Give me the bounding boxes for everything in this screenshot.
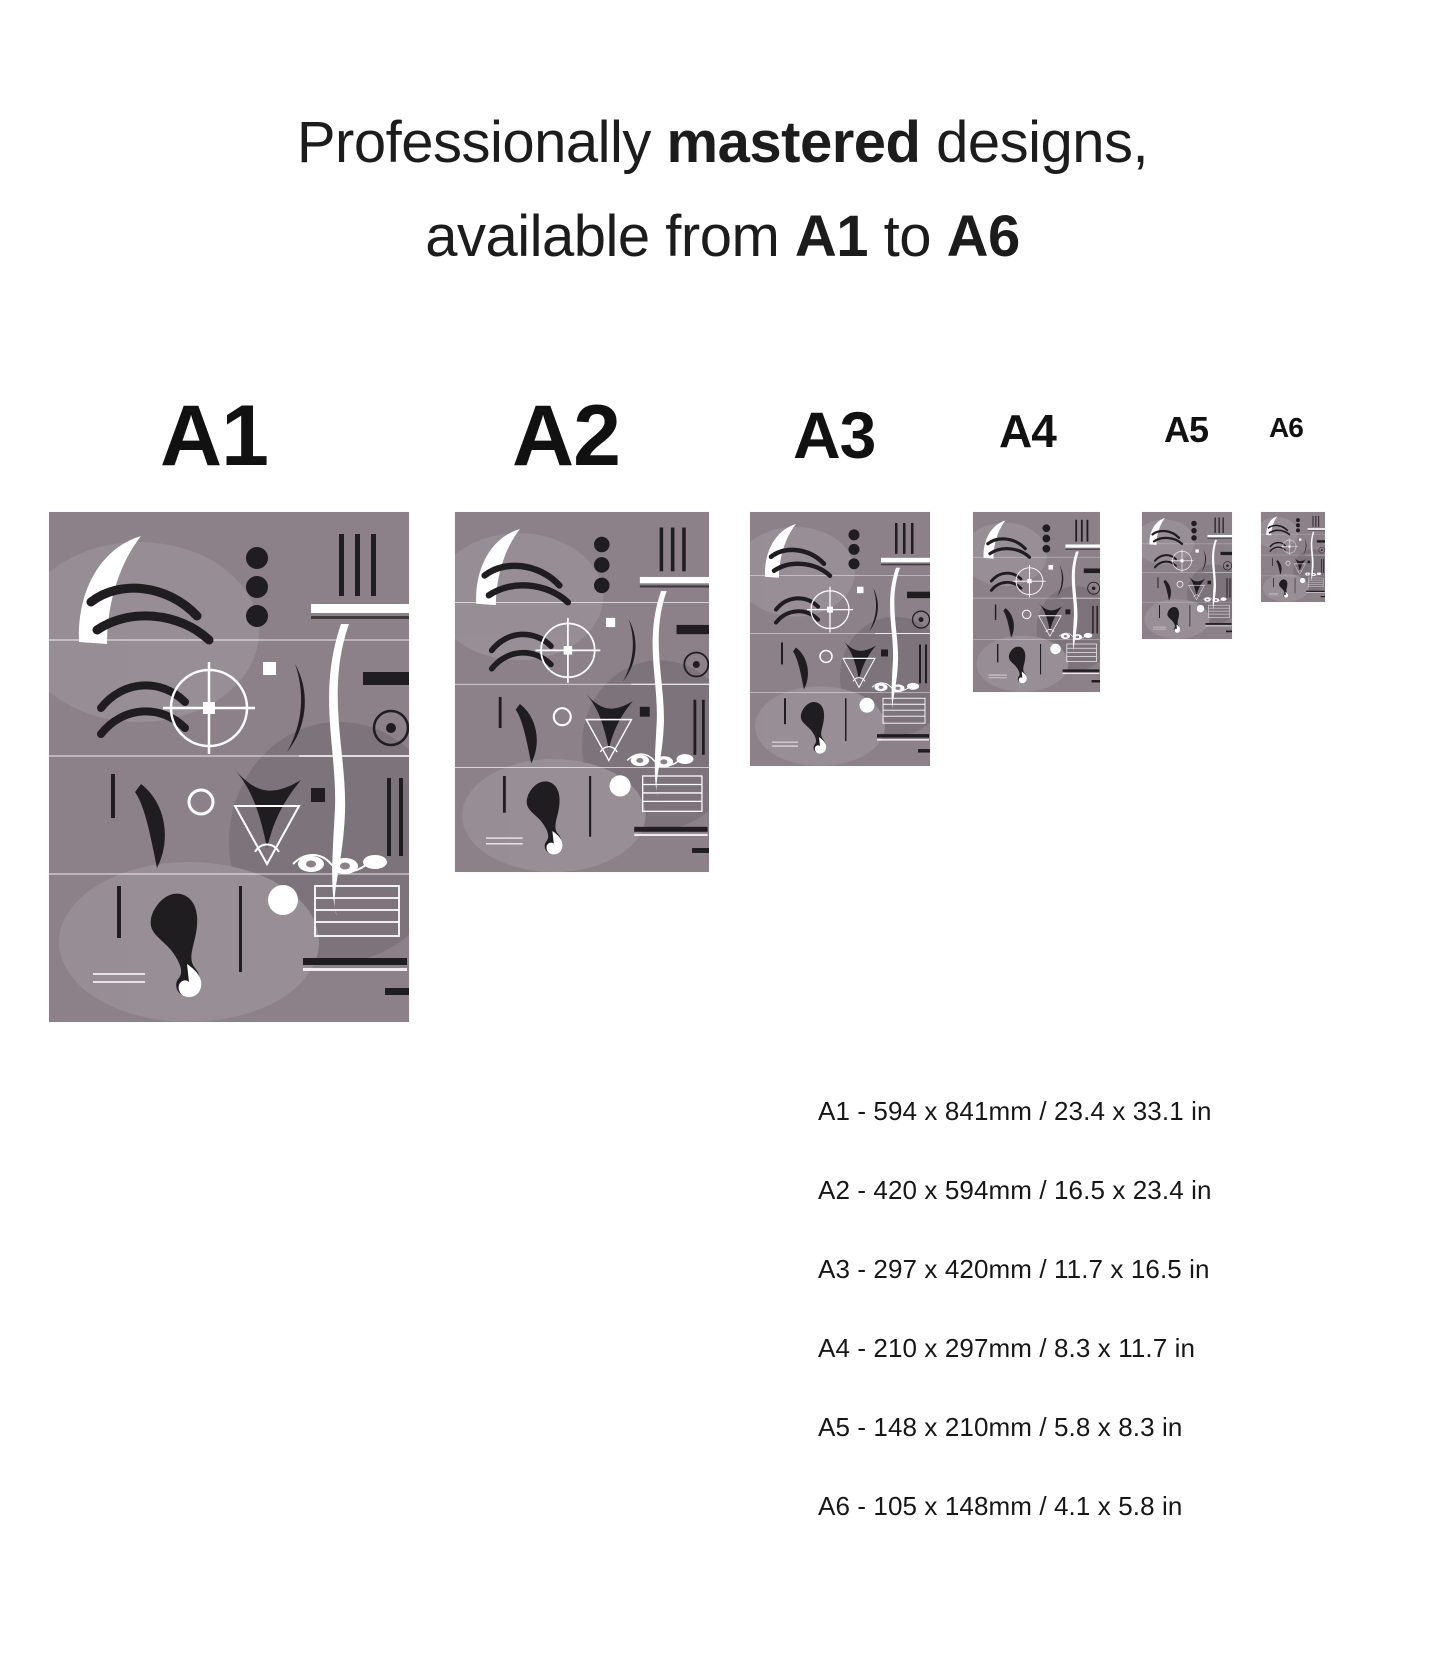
size-label-a6: A6 (1269, 412, 1303, 443)
poster-preview-a4[interactable] (973, 512, 1100, 692)
size-label-a1: A1 (160, 388, 268, 484)
headline-line2-mid: to (868, 203, 947, 269)
dimension-row-a3: A3 - 297 x 420mm / 11.7 x 16.5 in (818, 1254, 1210, 1284)
headline-text-pre: Professionally (296, 110, 667, 175)
poster-preview-a5[interactable] (1142, 512, 1232, 639)
headline-line-2 (0, 190, 1445, 284)
poster-artwork (973, 512, 1018, 576)
dimension-row-a5: A5 - 148 x 210mm / 5.8 x 8.3 in (818, 1412, 1183, 1442)
poster-artwork (1142, 512, 1165, 544)
poster-preview-a2[interactable] (455, 512, 709, 872)
poster-preview-a3[interactable] (750, 512, 930, 766)
headline-line2-pre: available from (425, 203, 795, 269)
headline-text-bold: mastered (666, 110, 921, 175)
headline-line2-bold-a6: A6 (946, 203, 1020, 269)
poster-artwork (49, 512, 409, 1022)
headline-line-1 (297, 110, 1148, 175)
dimension-row-a2: A2 - 420 x 594mm / 16.5 x 23.4 in (818, 1175, 1212, 1205)
poster-artwork (455, 512, 634, 766)
headline-text-post: designs, (920, 110, 1149, 175)
dimension-row-a6: A6 - 105 x 148mm / 4.1 x 5.8 in (818, 1491, 1183, 1521)
size-label-a4: A4 (999, 405, 1056, 457)
poster-artwork (750, 512, 840, 639)
size-label-a2: A2 (512, 388, 620, 484)
headline-line2-bold-a1: A1 (794, 203, 869, 269)
page-title (0, 96, 1445, 284)
poster-preview-a6[interactable] (1261, 512, 1325, 602)
dimension-row-a4: A4 - 210 x 297mm / 8.3 x 11.7 in (818, 1333, 1196, 1363)
poster-artwork (1261, 512, 1272, 528)
size-label-a5: A5 (1164, 409, 1209, 450)
size-label-a3: A3 (793, 398, 876, 472)
dimension-list (818, 1098, 1418, 1572)
poster-preview-a1[interactable] (49, 512, 409, 1022)
dimension-row-a1: A1 - 594 x 841mm / 23.4 x 33.1 in (818, 1096, 1212, 1126)
